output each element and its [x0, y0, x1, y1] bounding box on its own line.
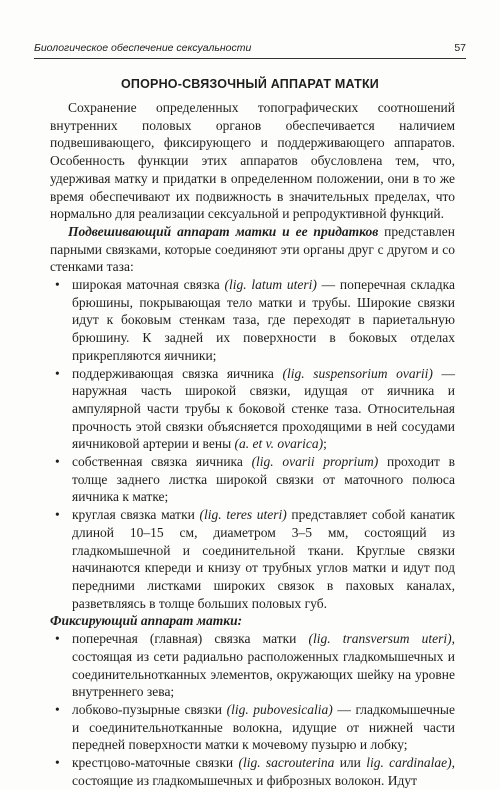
list-item: • собственная связка яичника (lig. ovarii proprium) проходит в толще заднего листка широкой связки от маточного полюса яичника к матке;	[50, 453, 455, 506]
list-item: • лобково-пузырные связки (lig. pubovesicalia) — гладкомышечные и соединительнотканные волокна, идущие от нижней части передней поверхности матки к мочевому пузырю и лобку;	[50, 701, 455, 754]
list-item: • поперечная (главная) связка матки (lig. transversum uteri), состоящая из сети радиально расположенных гладкомышечных и соединительнотканных элементов, окружающих шейку на уровне внутреннего зева;	[50, 630, 455, 701]
intro-paragraph: Сохранение определенных топографических соотношений внутренних половых органов обеспечивается наличием подвешивающего, фиксирующего и поддерживающего аппаратов. Особенность функции этих аппаратов обусловлена тем, что, удерживая матку и придатки в определенном положении, они в то же время обеспечивают их подвижность в значительных пределах, что нормально для реализации сексуальной и репродуктивной функций.	[50, 100, 455, 222]
page-number: 57	[454, 42, 466, 54]
section-title: ОПОРНО-СВЯЗОЧНЫЙ АППАРАТ МАТКИ	[121, 77, 379, 91]
body-text	[50, 99, 455, 789]
suspensory-paragraph	[50, 223, 455, 276]
suspensory-list	[50, 276, 455, 612]
list-item: • поддерживающая связка яичника (lig. suspensorium ovarii) — наружная часть широкой связки, идущая от яичника и ампулярной части трубы к боковой стенке таза. Относительная прочность этой связки объясняется проходящими в ней сосудами яичниковой артерии и вены (a. et v. ovarica);	[50, 365, 455, 454]
fixing-list	[50, 630, 455, 789]
suspensory-lead: Подвешивающий аппарат матки и ее придатков	[68, 223, 379, 239]
running-header	[34, 40, 466, 59]
fixing-heading: Фиксирующий аппарат матки:	[50, 613, 243, 629]
list-item: • крестцово-маточные связки (lig. sacrouterina или lig. cardinalae), состоящие из гладкомышечных и фиброзных волокон. Идут	[50, 754, 455, 789]
list-item: • круглая связка матки (lig. teres uteri) представляет собой канатик длиной 10–15 см, диаметром 3–5 мм, состоящий из гладкомышечной и соединительной ткани. Круглые связки начинаются кпереди и книзу от трубных углов матки и идут под передними листками широких связок в паховых каналах, разветвляясь в толще больших половых губ.	[50, 506, 455, 612]
suspensory-text: представлен парными связками, которые соединяют эти органы друг с другом и со стенками таза:	[50, 223, 455, 275]
running-title: Биологическое обеспечение сексуальности	[34, 42, 252, 54]
list-item: • широкая маточная связка (lig. latum uteri) — поперечная складка брюшины, покрывающая тело матки и трубы. Широкие связки идут к боковым стенкам таза, где переходят в париетальную брюшину. К задней их поверхности в боковых отделах прикрепляются яичники;	[50, 276, 455, 365]
